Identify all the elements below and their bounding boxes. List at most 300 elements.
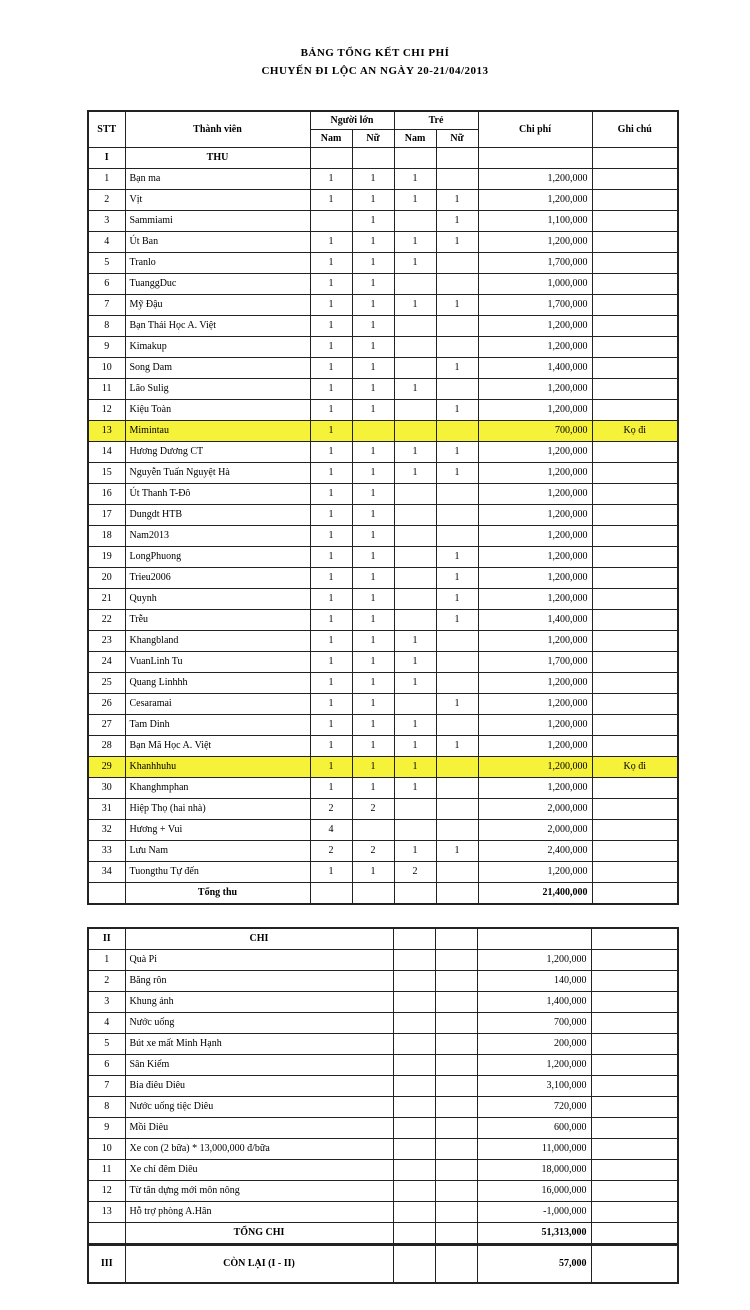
income-row: [88, 232, 678, 253]
row-empty: [435, 971, 477, 992]
row-note: [592, 316, 678, 337]
expense-row: [88, 971, 678, 992]
row-adult-male: 2: [310, 841, 352, 862]
row-kid-male: [394, 589, 436, 610]
row-adult-male: 1: [310, 505, 352, 526]
income-row: [88, 295, 678, 316]
row-empty: [591, 1034, 678, 1055]
row-expense-name: Hỗ trợ phòng A.Hân: [125, 1202, 393, 1223]
row-adult-male: 1: [310, 631, 352, 652]
row-kid-male: 1: [394, 169, 436, 190]
row-empty: [435, 1034, 477, 1055]
row-cost: 1,200,000: [478, 337, 592, 358]
row-cost: 1,200,000: [478, 778, 592, 799]
row-kid-female: [436, 505, 478, 526]
row-cost: 1,400,000: [477, 992, 591, 1013]
row-adult-female: 1: [352, 484, 394, 505]
income-row: [88, 841, 678, 862]
row-kid-male: [394, 694, 436, 715]
row-empty: [393, 1013, 435, 1034]
row-cost: 3,100,000: [477, 1076, 591, 1097]
row-adult-female: 1: [352, 568, 394, 589]
row-cost: 1,200,000: [477, 950, 591, 971]
row-kid-male: 1: [394, 631, 436, 652]
row-kid-female: 1: [436, 610, 478, 631]
balance-roman: III: [88, 1245, 125, 1283]
row-adult-male: 1: [310, 337, 352, 358]
row-note: Kọ đi: [592, 757, 678, 778]
row-stt: 8: [88, 316, 125, 337]
row-cost: 1,000,000: [478, 274, 592, 295]
row-adult-male: 1: [310, 253, 352, 274]
income-row: [88, 526, 678, 547]
row-adult-male: 1: [310, 715, 352, 736]
row-adult-female: 1: [352, 400, 394, 421]
income-row: [88, 463, 678, 484]
row-adult-male: 1: [310, 778, 352, 799]
row-kid-female: [436, 274, 478, 295]
row-kid-male: 1: [394, 652, 436, 673]
row-cost: 1,400,000: [478, 358, 592, 379]
expense-row: [88, 1097, 678, 1118]
row-note: Kọ đi: [592, 421, 678, 442]
row-member-name: VuanLinh Tu: [125, 652, 310, 673]
row-empty: [393, 1076, 435, 1097]
row-kid-male: 2: [394, 862, 436, 883]
row-member-name: Lão Sulig: [125, 379, 310, 400]
row-stt: 30: [88, 778, 125, 799]
row-cost: 1,200,000: [478, 505, 592, 526]
row-member-name: Lưu Nam: [125, 841, 310, 862]
income-row: [88, 820, 678, 841]
row-stt: 33: [88, 841, 125, 862]
row-adult-female: [352, 421, 394, 442]
row-adult-female: 1: [352, 295, 394, 316]
row-member-name: Tranlo: [125, 253, 310, 274]
row-kid-male: 1: [394, 253, 436, 274]
row-member-name: Út Thanh T-Đô: [125, 484, 310, 505]
row-expense-name: Mồi Diêu: [125, 1118, 393, 1139]
row-adult-female: 1: [352, 232, 394, 253]
row-stt: 10: [88, 358, 125, 379]
thu-total-value: 21,400,000: [478, 883, 592, 905]
header-kid-female: Nữ: [436, 130, 478, 148]
row-empty: [591, 992, 678, 1013]
row-note: [592, 694, 678, 715]
row-stt: 6: [88, 274, 125, 295]
row-cost: 1,200,000: [478, 757, 592, 778]
row-note: [592, 232, 678, 253]
row-member-name: Bạn Thái Học A. Việt: [125, 316, 310, 337]
row-kid-female: [436, 379, 478, 400]
row-stt: 20: [88, 568, 125, 589]
row-adult-male: 1: [310, 484, 352, 505]
row-kid-male: [394, 820, 436, 841]
row-note: [592, 442, 678, 463]
row-stt: 7: [88, 1076, 125, 1097]
row-cost: 1,200,000: [478, 442, 592, 463]
row-cost: 1,200,000: [478, 526, 592, 547]
row-kid-female: [436, 862, 478, 883]
row-cost: 1,200,000: [478, 673, 592, 694]
row-member-name: Kimakup: [125, 337, 310, 358]
row-kid-male: 1: [394, 379, 436, 400]
row-cost: 1,700,000: [478, 652, 592, 673]
income-row: [88, 757, 678, 778]
row-adult-female: 1: [352, 253, 394, 274]
row-kid-female: 1: [436, 400, 478, 421]
row-adult-male: 1: [310, 232, 352, 253]
row-adult-male: 1: [310, 442, 352, 463]
row-kid-female: 1: [436, 736, 478, 757]
row-stt: 5: [88, 253, 125, 274]
row-stt: 22: [88, 610, 125, 631]
income-row: [88, 673, 678, 694]
income-row: [88, 505, 678, 526]
row-adult-male: 1: [310, 610, 352, 631]
row-adult-male: 1: [310, 421, 352, 442]
row-note: [592, 736, 678, 757]
row-adult-female: 1: [352, 274, 394, 295]
row-note: [592, 190, 678, 211]
income-row: [88, 694, 678, 715]
expense-row: [88, 1202, 678, 1223]
row-adult-male: 1: [310, 736, 352, 757]
row-kid-female: [436, 421, 478, 442]
row-kid-female: [436, 820, 478, 841]
expense-row: [88, 1034, 678, 1055]
row-kid-female: [436, 316, 478, 337]
row-kid-female: [436, 253, 478, 274]
income-row: [88, 568, 678, 589]
row-expense-name: Bia điêu Diêu: [125, 1076, 393, 1097]
header-note: Ghi chú: [592, 111, 678, 148]
row-stt: 3: [88, 992, 125, 1013]
row-adult-female: 1: [352, 463, 394, 484]
row-kid-male: 1: [394, 673, 436, 694]
row-empty: [435, 1076, 477, 1097]
section-chi-label: CHI: [125, 928, 393, 950]
row-member-name: Tuongthu Tự đến: [125, 862, 310, 883]
income-row: [88, 421, 678, 442]
row-note: [592, 715, 678, 736]
row-note: [592, 295, 678, 316]
row-cost: 2,000,000: [478, 799, 592, 820]
thu-total-label: Tổng thu: [125, 883, 310, 905]
balance-label: CÒN LẠI (I - II): [125, 1245, 393, 1283]
row-cost: 2,400,000: [478, 841, 592, 862]
expense-row: [88, 1118, 678, 1139]
row-note: [592, 841, 678, 862]
row-adult-male: 1: [310, 547, 352, 568]
row-adult-female: 2: [352, 841, 394, 862]
header-stt: STT: [88, 111, 125, 148]
row-member-name: Bạn ma: [125, 169, 310, 190]
row-adult-female: 1: [352, 442, 394, 463]
row-cost: 720,000: [477, 1097, 591, 1118]
row-kid-male: 1: [394, 778, 436, 799]
row-adult-female: [352, 820, 394, 841]
row-kid-female: 1: [436, 358, 478, 379]
row-adult-male: 1: [310, 274, 352, 295]
row-kid-male: [394, 568, 436, 589]
row-member-name: Hương Dương CT: [125, 442, 310, 463]
row-cost: 1,200,000: [478, 379, 592, 400]
row-cost: 1,200,000: [478, 589, 592, 610]
row-member-name: Sammiami: [125, 211, 310, 232]
row-stt: 5: [88, 1034, 125, 1055]
row-empty: [591, 1181, 678, 1202]
row-stt: 10: [88, 1139, 125, 1160]
chi-total-label: TỔNG CHI: [125, 1223, 393, 1245]
row-cost: 1,100,000: [478, 211, 592, 232]
row-adult-male: 1: [310, 862, 352, 883]
row-note: [592, 379, 678, 400]
row-member-name: Bạn Mã Học A. Việt: [125, 736, 310, 757]
row-empty: [393, 971, 435, 992]
row-member-name: Trễu: [125, 610, 310, 631]
row-cost: 16,000,000: [477, 1181, 591, 1202]
row-cost: 11,000,000: [477, 1139, 591, 1160]
row-note: [592, 589, 678, 610]
row-stt: 11: [88, 379, 125, 400]
row-note: [592, 652, 678, 673]
expense-row: [88, 1013, 678, 1034]
income-row: [88, 631, 678, 652]
row-stt: 16: [88, 484, 125, 505]
row-adult-male: 1: [310, 400, 352, 421]
row-member-name: Quynh: [125, 589, 310, 610]
row-empty: [393, 1034, 435, 1055]
row-kid-female: 1: [436, 211, 478, 232]
row-member-name: Nam2013: [125, 526, 310, 547]
row-kid-male: [394, 799, 436, 820]
row-empty: [591, 1139, 678, 1160]
row-stt: 3: [88, 211, 125, 232]
row-cost: -1,000,000: [477, 1202, 591, 1223]
row-kid-male: [394, 337, 436, 358]
row-kid-female: [436, 652, 478, 673]
row-note: [592, 400, 678, 421]
row-stt: 9: [88, 337, 125, 358]
row-note: [592, 253, 678, 274]
row-adult-female: 1: [352, 211, 394, 232]
row-stt: 6: [88, 1055, 125, 1076]
row-adult-female: 1: [352, 589, 394, 610]
row-cost: 600,000: [477, 1118, 591, 1139]
row-empty: [393, 1202, 435, 1223]
row-adult-male: 1: [310, 652, 352, 673]
row-cost: 1,200,000: [478, 232, 592, 253]
row-expense-name: Nước uống tiệc Diêu: [125, 1097, 393, 1118]
row-empty: [435, 992, 477, 1013]
row-cost: 1,200,000: [478, 736, 592, 757]
row-kid-male: 1: [394, 295, 436, 316]
row-adult-male: 4: [310, 820, 352, 841]
row-member-name: Kiệu Toàn: [125, 400, 310, 421]
chi-total-value: 51,313,000: [477, 1223, 591, 1245]
expense-row: [88, 1055, 678, 1076]
income-row: [88, 337, 678, 358]
row-adult-male: 1: [310, 295, 352, 316]
header-kids: Trẻ: [394, 111, 478, 130]
row-kid-female: [436, 673, 478, 694]
row-kid-female: 1: [436, 232, 478, 253]
row-empty: [591, 971, 678, 992]
row-kid-female: [436, 757, 478, 778]
balance-value: 57,000: [477, 1245, 591, 1283]
row-cost: 1,200,000: [478, 169, 592, 190]
row-note: [592, 568, 678, 589]
row-adult-female: 1: [352, 316, 394, 337]
row-member-name: Hương + Vui: [125, 820, 310, 841]
row-kid-female: [436, 484, 478, 505]
row-empty: [591, 950, 678, 971]
row-stt: 26: [88, 694, 125, 715]
row-member-name: Trieu2006: [125, 568, 310, 589]
row-stt: 13: [88, 421, 125, 442]
row-stt: 9: [88, 1118, 125, 1139]
row-kid-female: 1: [436, 442, 478, 463]
expense-row: [88, 1181, 678, 1202]
row-expense-name: Nước uống: [125, 1013, 393, 1034]
row-member-name: Nguyễn Tuấn Nguyệt Hà: [125, 463, 310, 484]
income-row: [88, 274, 678, 295]
row-empty: [435, 950, 477, 971]
row-kid-female: 1: [436, 190, 478, 211]
report-title: BẢNG TỔNG KẾT CHI PHÍ: [300, 47, 450, 59]
row-kid-female: 1: [436, 295, 478, 316]
row-cost: 1,200,000: [478, 547, 592, 568]
section-chi-roman: II: [88, 928, 125, 950]
row-stt: 29: [88, 757, 125, 778]
row-kid-female: 1: [436, 694, 478, 715]
row-empty: [591, 1013, 678, 1034]
row-kid-male: [394, 316, 436, 337]
income-row: [88, 799, 678, 820]
row-kid-male: [394, 610, 436, 631]
row-member-name: Khanghmphan: [125, 778, 310, 799]
row-stt: 7: [88, 295, 125, 316]
row-empty: [591, 1118, 678, 1139]
row-note: [592, 526, 678, 547]
row-adult-female: 1: [352, 169, 394, 190]
row-cost: 1,200,000: [478, 568, 592, 589]
income-table: [87, 110, 679, 905]
income-row: [88, 484, 678, 505]
row-empty: [393, 1097, 435, 1118]
row-stt: 2: [88, 971, 125, 992]
row-stt: 13: [88, 1202, 125, 1223]
row-member-name: Út Ban: [125, 232, 310, 253]
row-note: [592, 211, 678, 232]
row-kid-female: 1: [436, 568, 478, 589]
balance-table: [87, 1244, 679, 1284]
row-empty: [591, 1160, 678, 1181]
row-adult-male: 1: [310, 694, 352, 715]
row-adult-male: 1: [310, 190, 352, 211]
row-empty: [435, 1013, 477, 1034]
expense-row: [88, 950, 678, 971]
row-cost: 700,000: [478, 421, 592, 442]
row-expense-name: Bút xe mất Minh Hạnh: [125, 1034, 393, 1055]
row-cost: 1,200,000: [478, 484, 592, 505]
row-member-name: Vịt: [125, 190, 310, 211]
row-kid-male: [394, 421, 436, 442]
row-empty: [591, 1055, 678, 1076]
income-row: [88, 715, 678, 736]
row-kid-male: [394, 505, 436, 526]
row-kid-female: [436, 778, 478, 799]
row-empty: [393, 1055, 435, 1076]
row-adult-male: 1: [310, 316, 352, 337]
row-kid-female: [436, 169, 478, 190]
row-expense-name: Khung ảnh: [125, 992, 393, 1013]
row-cost: 1,200,000: [478, 190, 592, 211]
row-cost: 1,200,000: [478, 400, 592, 421]
row-adult-female: 1: [352, 694, 394, 715]
row-kid-male: [394, 547, 436, 568]
row-cost: 1,400,000: [478, 610, 592, 631]
row-empty: [393, 1118, 435, 1139]
row-kid-female: [436, 526, 478, 547]
row-stt: 34: [88, 862, 125, 883]
header-adults: Người lớn: [310, 111, 394, 130]
row-cost: 1,200,000: [478, 715, 592, 736]
income-row: [88, 169, 678, 190]
expense-row: [88, 1139, 678, 1160]
income-row: [88, 253, 678, 274]
row-stt: 11: [88, 1160, 125, 1181]
row-adult-female: 1: [352, 547, 394, 568]
row-empty: [393, 1160, 435, 1181]
row-member-name: Song Dam: [125, 358, 310, 379]
row-stt: 32: [88, 820, 125, 841]
row-kid-female: 1: [436, 589, 478, 610]
row-cost: 1,200,000: [478, 463, 592, 484]
expense-row: [88, 1076, 678, 1097]
row-expense-name: Quà Pi: [125, 950, 393, 971]
row-stt: 1: [88, 169, 125, 190]
income-row: [88, 778, 678, 799]
header-adult-female: Nữ: [352, 130, 394, 148]
row-cost: 700,000: [477, 1013, 591, 1034]
row-cost: 18,000,000: [477, 1160, 591, 1181]
row-member-name: Cesaramai: [125, 694, 310, 715]
row-note: [592, 778, 678, 799]
row-kid-male: [394, 274, 436, 295]
row-stt: 25: [88, 673, 125, 694]
row-adult-female: 2: [352, 799, 394, 820]
row-kid-female: 1: [436, 547, 478, 568]
row-kid-male: [394, 484, 436, 505]
row-kid-male: 1: [394, 841, 436, 862]
row-kid-female: 1: [436, 841, 478, 862]
row-member-name: Khanhhuhu: [125, 757, 310, 778]
row-empty: [393, 992, 435, 1013]
row-cost: 140,000: [477, 971, 591, 992]
row-kid-male: 1: [394, 715, 436, 736]
row-adult-male: 1: [310, 589, 352, 610]
header-cost: Chi phí: [478, 111, 592, 148]
income-row: [88, 862, 678, 883]
income-row: [88, 316, 678, 337]
row-kid-female: [436, 715, 478, 736]
row-cost: 1,200,000: [478, 631, 592, 652]
row-kid-female: [436, 799, 478, 820]
row-stt: 21: [88, 589, 125, 610]
row-adult-female: 1: [352, 337, 394, 358]
